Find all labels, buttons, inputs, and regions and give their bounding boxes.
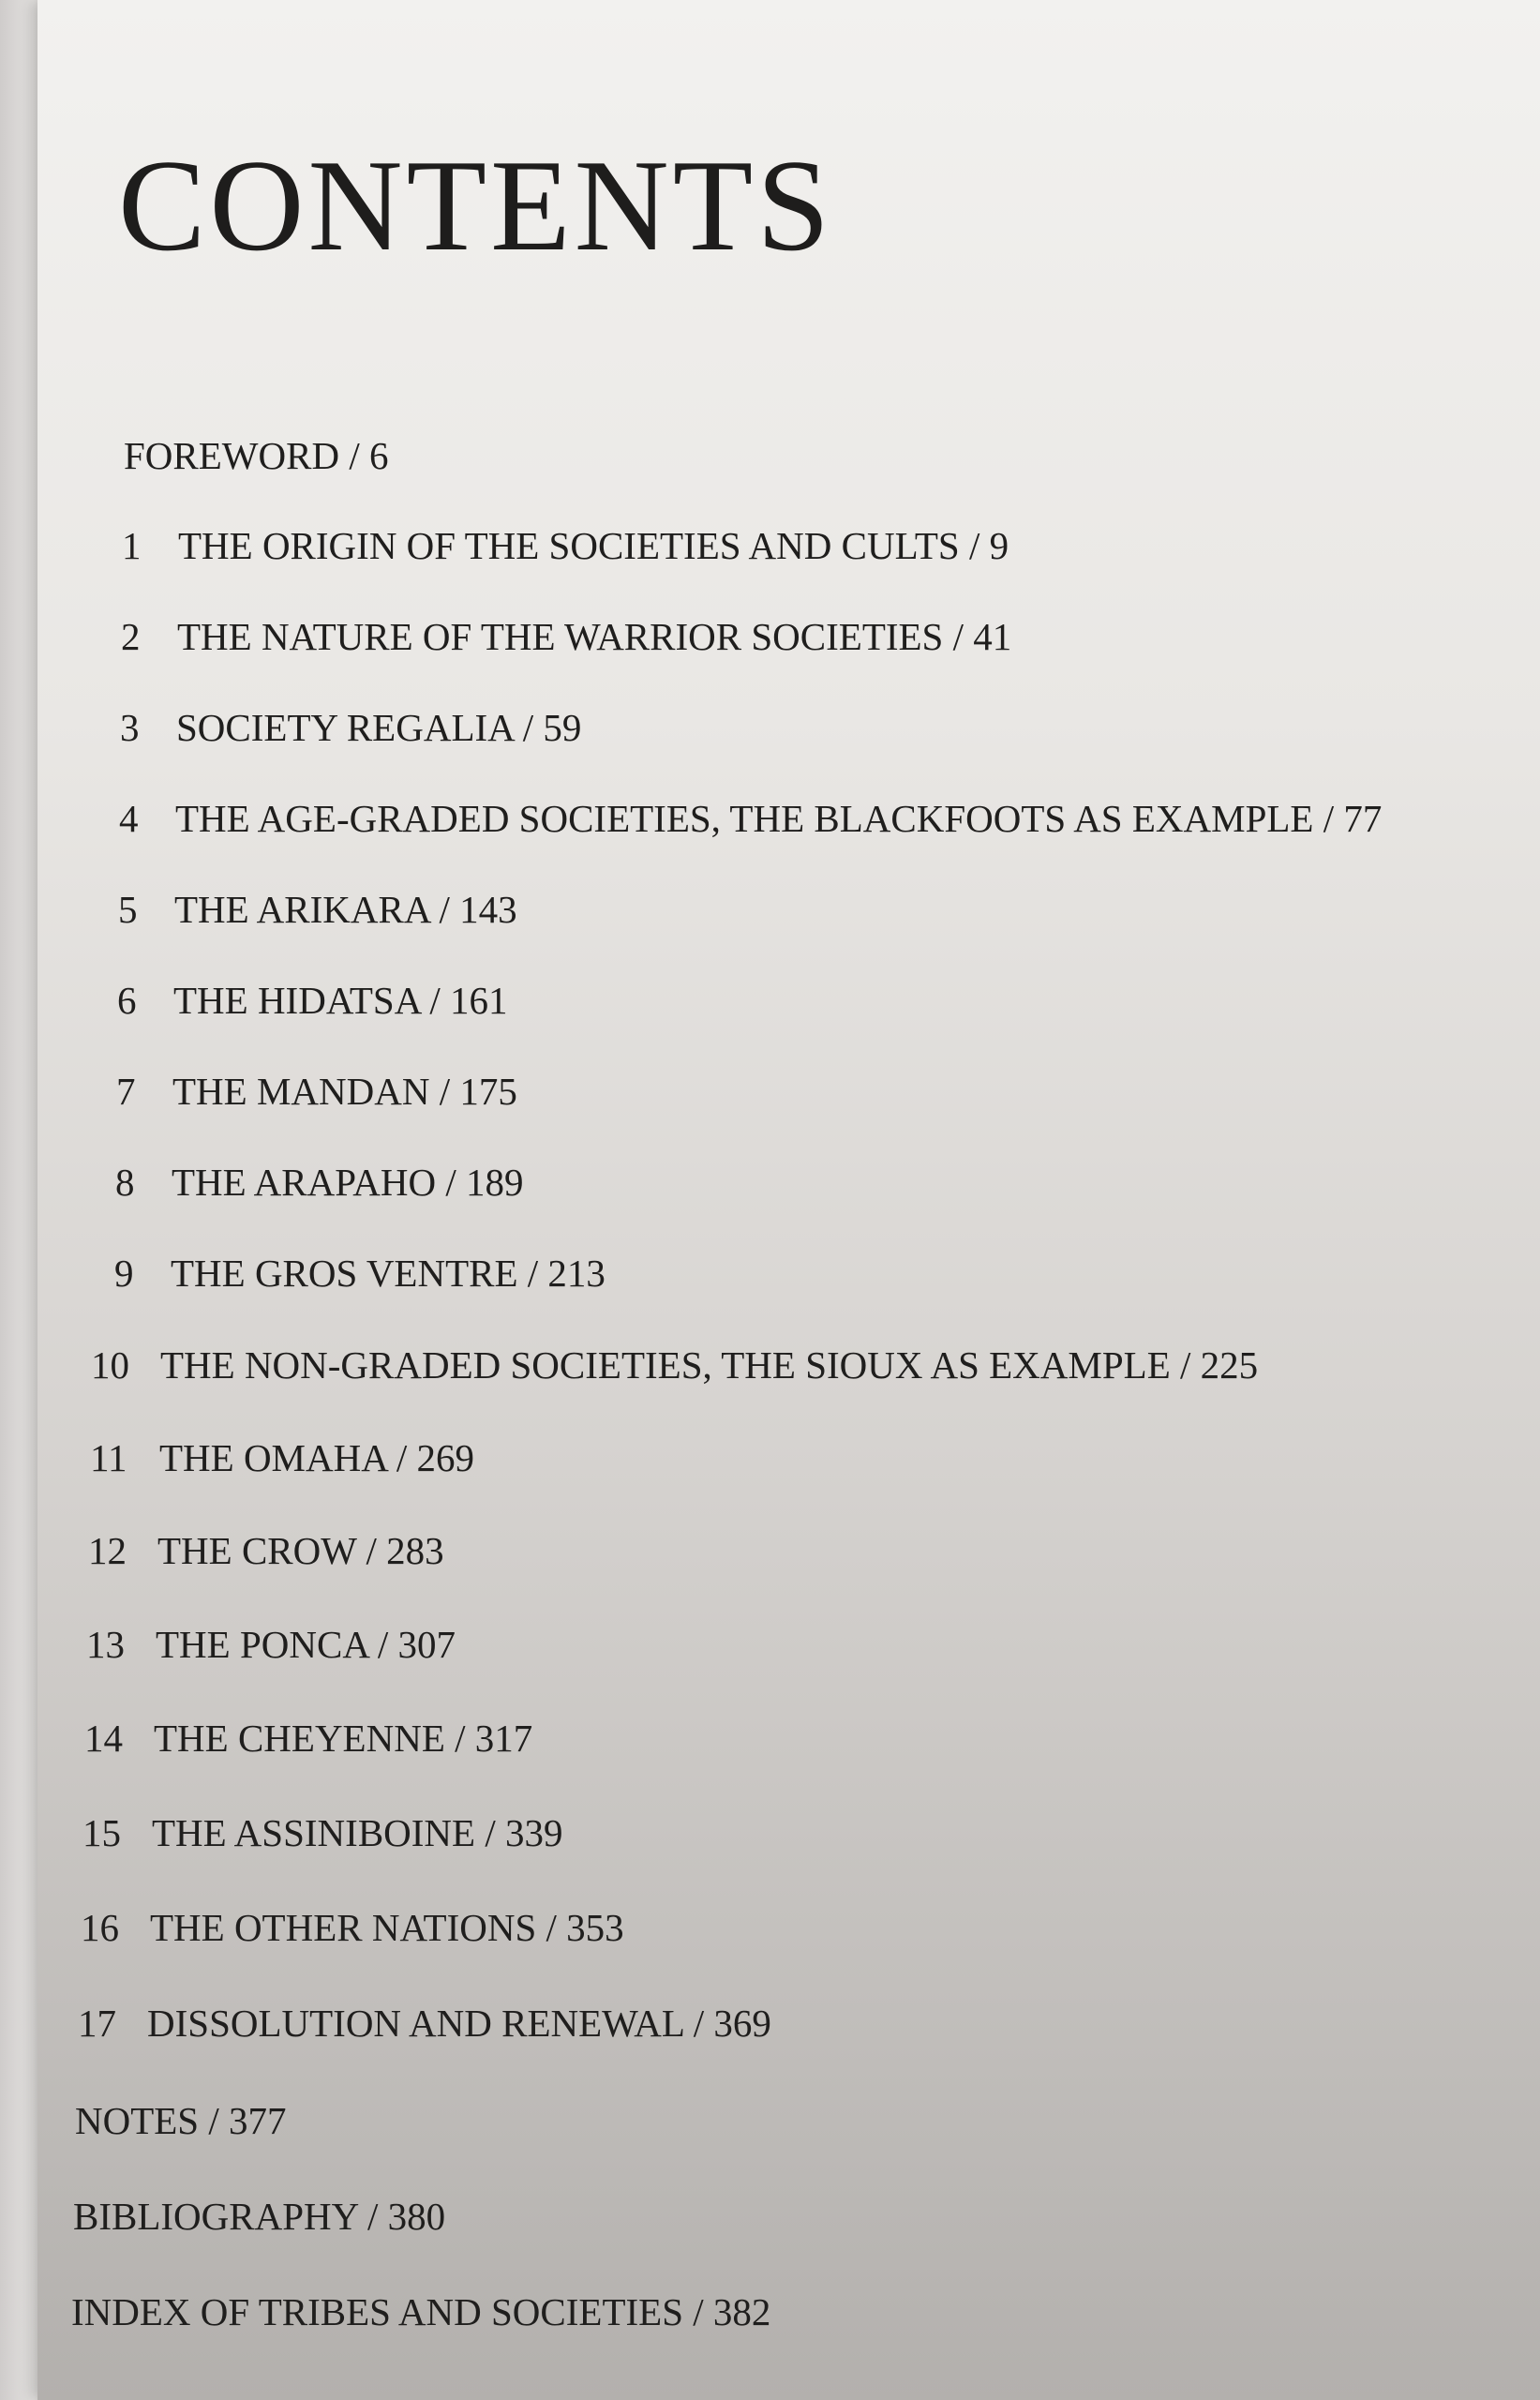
entry-label: THE NON-GRADED SOCIETIES, THE SIOUX AS EXAMPLE / 225 bbox=[160, 1343, 1259, 1387]
toc-entry-chapter-7 bbox=[116, 1072, 517, 1111]
toc-entry-chapter-14 bbox=[84, 1719, 532, 1758]
chapter-number: 15 bbox=[82, 1811, 121, 1854]
chapter-number: 2 bbox=[121, 615, 141, 658]
entry-label: THE CHEYENNE / 317 bbox=[154, 1717, 533, 1760]
chapter-number: 7 bbox=[116, 1070, 136, 1113]
toc-entry-chapter-13 bbox=[86, 1623, 456, 1666]
chapter-number: 1 bbox=[122, 524, 142, 567]
entry-label: THE OMAHA / 269 bbox=[159, 1436, 474, 1479]
toc-entry-chapter-1 bbox=[122, 524, 1009, 567]
toc-entry-chapter-5 bbox=[118, 888, 517, 931]
toc-entry-chapter-10 bbox=[91, 1343, 1259, 1387]
entry-label: THE AGE-GRADED SOCIETIES, THE BLACKFOOTS AS EXAMPLE / 77 bbox=[175, 797, 1383, 840]
toc-entry-chapter-8 bbox=[115, 1163, 524, 1202]
toc-entry-chapter-15 bbox=[82, 1811, 563, 1854]
entry-label: THE ARAPAHO / 189 bbox=[172, 1161, 524, 1204]
toc-entry-chapter-4 bbox=[119, 797, 1383, 840]
chapter-number: 11 bbox=[90, 1436, 127, 1479]
toc-entry-chapter-9 bbox=[114, 1254, 606, 1293]
entry-label: INDEX OF TRIBES AND SOCIETIES / 382 bbox=[71, 2290, 771, 2333]
toc-entry-chapter-16 bbox=[81, 1906, 624, 1949]
entry-label: SOCIETY REGALIA / 59 bbox=[176, 706, 582, 749]
book-page bbox=[37, 0, 1540, 2400]
toc-entry-chapter-11 bbox=[90, 1436, 474, 1479]
entry-label: THE PONCA / 307 bbox=[156, 1623, 456, 1666]
chapter-number: 16 bbox=[81, 1906, 119, 1949]
entry-label: THE ARIKARA / 143 bbox=[174, 888, 517, 931]
toc-entry-chapter-17 bbox=[78, 2004, 771, 2043]
toc-entry-notes bbox=[75, 2099, 287, 2142]
toc-entry-chapter-2 bbox=[121, 615, 1012, 658]
chapter-number: 10 bbox=[91, 1343, 129, 1387]
chapter-number: 9 bbox=[114, 1252, 134, 1295]
page-title: CONTENTS bbox=[118, 133, 834, 278]
table-of-contents bbox=[37, 0, 1540, 2400]
entry-label: BIBLIOGRAPHY / 380 bbox=[73, 2195, 446, 2238]
entry-label: THE MANDAN / 175 bbox=[172, 1070, 517, 1113]
chapter-number: 13 bbox=[86, 1623, 125, 1666]
toc-entry-chapter-6 bbox=[117, 979, 508, 1022]
entry-label: NOTES / 377 bbox=[75, 2099, 287, 2142]
entry-label: FOREWORD / 6 bbox=[124, 434, 389, 477]
chapter-number: 4 bbox=[119, 797, 139, 840]
chapter-number: 6 bbox=[117, 979, 137, 1022]
entry-label: THE ASSINIBOINE / 339 bbox=[152, 1811, 563, 1854]
entry-label: THE NATURE OF THE WARRIOR SOCIETIES / 41 bbox=[177, 615, 1012, 658]
toc-entry-bibliography bbox=[73, 2195, 446, 2238]
chapter-number: 17 bbox=[78, 2002, 116, 2045]
entry-label: THE CROW / 283 bbox=[157, 1529, 444, 1572]
entry-label: THE OTHER NATIONS / 353 bbox=[150, 1906, 624, 1949]
toc-entry-foreword bbox=[124, 434, 389, 477]
entry-label: THE GROS VENTRE / 213 bbox=[171, 1252, 606, 1295]
chapter-number: 8 bbox=[115, 1161, 135, 1204]
toc-entry-chapter-3 bbox=[120, 706, 582, 749]
toc-entry-index bbox=[71, 2290, 771, 2333]
entry-label: THE ORIGIN OF THE SOCIETIES AND CULTS / 9 bbox=[178, 524, 1009, 567]
chapter-number: 3 bbox=[120, 706, 140, 749]
entry-label: THE HIDATSA / 161 bbox=[173, 979, 508, 1022]
chapter-number: 14 bbox=[84, 1717, 123, 1760]
toc-entry-chapter-12 bbox=[88, 1529, 444, 1572]
chapter-number: 12 bbox=[88, 1529, 127, 1572]
chapter-number: 5 bbox=[118, 888, 138, 931]
entry-label: DISSOLUTION AND RENEWAL / 369 bbox=[147, 2002, 771, 2045]
